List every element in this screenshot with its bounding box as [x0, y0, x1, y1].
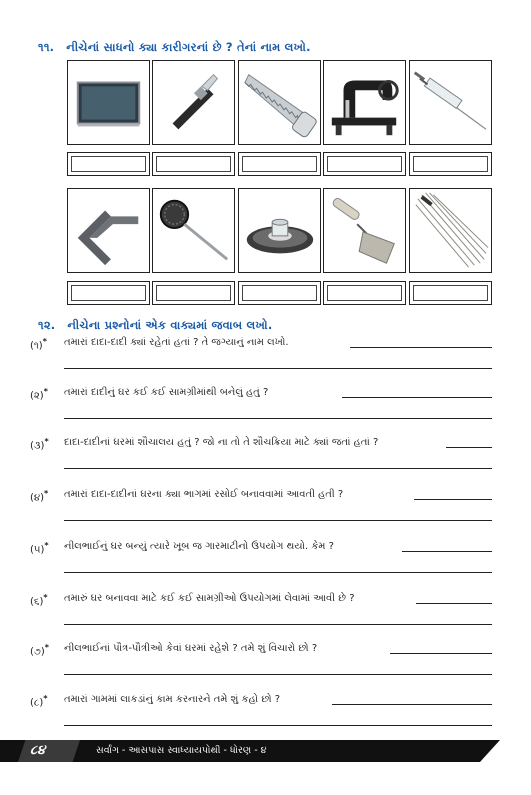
q12-heading [38, 318, 272, 333]
answer-line[interactable] [350, 347, 492, 348]
saw-icon [238, 60, 321, 145]
page-footer [0, 740, 531, 762]
q11-heading [38, 40, 311, 55]
answer-line[interactable] [64, 368, 492, 369]
footer-title: સર્વાંગ - આસપાસ સ્વાધ્યાયપોથી - ધોરણ - ૪ [96, 745, 267, 756]
razor-icon [152, 60, 235, 145]
question-text: નીલભાઈનાં પૌત્ર-પૌત્રીઓ કેવાં ઘરમાં રહેશે ? તમે શું વિચારો છો ? [64, 643, 318, 654]
question-text: નીલભાઈનું ઘર બન્યું ત્યારે ખૂબ જ ગારમાટીનો ઉપયોગ થયો. કેમ ? [64, 541, 334, 552]
answer-line[interactable] [414, 499, 492, 500]
answer-line[interactable] [64, 725, 492, 726]
question-number: (૮)* [30, 694, 48, 709]
answer-line[interactable] [64, 468, 492, 469]
answer-line[interactable] [64, 520, 492, 521]
footer-accent [18, 740, 80, 762]
answer-box[interactable] [67, 152, 150, 176]
broom-icon [409, 188, 492, 273]
answer-line[interactable] [64, 418, 492, 419]
question-number: (૩)* [30, 437, 49, 452]
answer-box[interactable] [409, 281, 492, 305]
q12-number: ૧૨. [38, 318, 56, 332]
question-number: (૪)* [30, 489, 49, 504]
answer-line[interactable] [64, 572, 492, 573]
answer-box[interactable] [152, 281, 235, 305]
potters-wheel-icon [238, 188, 321, 273]
answer-box[interactable] [67, 281, 150, 305]
set-square-icon [67, 188, 150, 273]
question-text: તમારાં દાદા-દાદીનાં ઘરના ક્યા ભાગમાં રસોઈ બનાવવામાં આવતી હતી ? [64, 489, 344, 500]
q12-heading-text: નીચેના પ્રશ્નોનાં એક વાક્યમાં જવાબ લખો. [67, 318, 273, 332]
question-text: તમારું ઘર બનાવવા માટે કઈ કઈ સામગ્રીઓ ઉપયોગમાં લેવામાં આવી છે ? [64, 593, 355, 604]
trowel-icon [323, 188, 406, 273]
answer-box[interactable] [238, 281, 321, 305]
question-number: (૬)* [30, 593, 48, 608]
page-number: ૮૪ [30, 743, 46, 758]
answer-box[interactable] [409, 152, 492, 176]
answer-line[interactable] [416, 603, 492, 604]
question-number: (૫)* [30, 541, 49, 556]
question-text: તમારાં દાદીનું ઘર કઈ કઈ સામગ્રીમાંથી બનેલું હતું ? [64, 387, 269, 398]
answer-line[interactable] [402, 551, 492, 552]
q11-number: ૧૧. [38, 40, 55, 54]
answer-box[interactable] [323, 152, 406, 176]
question-text: દાદા-દાદીનાં ઘરમાં શૌચાલય હતું ? જો ના તો તે શૌચક્રિયા માટે ક્યાં જતાં હતાં ? [64, 437, 379, 448]
answer-line[interactable] [390, 653, 492, 654]
syringe-icon [409, 60, 492, 145]
question-text: તમારાં દાદા-દાદી ક્યાં રહેતાં હતાં ? તે જગ્યાનું નામ લખો. [64, 337, 289, 348]
q11-heading-text: નીચેનાં સાધનો ક્યા કારીગરનાં છે ? તેનાં નામ લખો. [66, 40, 311, 54]
answer-line[interactable] [332, 704, 492, 705]
answer-box[interactable] [238, 152, 321, 176]
question-number: (૭)* [30, 643, 49, 658]
slate-icon [67, 60, 150, 145]
question-number: (૨)* [30, 387, 48, 402]
sieve-ladle-icon [152, 188, 235, 273]
sewing-machine-icon [323, 60, 406, 145]
answer-line[interactable] [64, 674, 492, 675]
answer-box[interactable] [323, 281, 406, 305]
question-number: (૧)* [30, 337, 47, 352]
answer-line[interactable] [342, 397, 492, 398]
answer-box[interactable] [152, 152, 235, 176]
answer-line[interactable] [446, 447, 492, 448]
question-text: તમારાં ગામમાં લાકડાંનું કામ કરનારને તમે શું કહો છો ? [64, 694, 281, 705]
answer-line[interactable] [64, 624, 492, 625]
